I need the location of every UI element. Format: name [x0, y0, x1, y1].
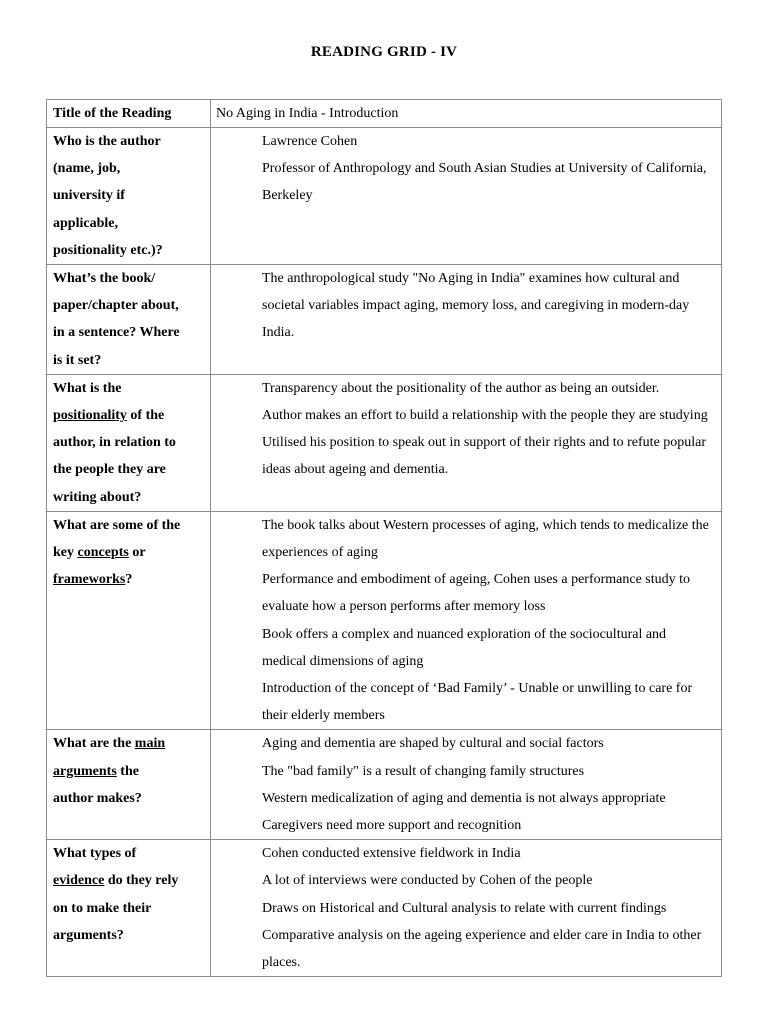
underlined-term: main	[134, 736, 166, 752]
row-label-author	[47, 128, 211, 265]
label-line: What types of	[53, 846, 137, 862]
about-answer	[211, 265, 722, 375]
label-text: ?	[125, 572, 133, 588]
table-row-arguments	[47, 730, 722, 840]
list-item: The book talks about Western processes of aging, which tends to medicalize the experiences of aging	[262, 517, 709, 561]
label-line: positionality etc.)?	[53, 242, 163, 258]
label-text: the	[116, 763, 139, 779]
list-item: Lawrence Cohen	[262, 134, 358, 149]
list-item: Comparative analysis on the ageing experience and elder care in India to other places.	[262, 927, 702, 971]
label-line	[53, 566, 206, 593]
row-label-arguments	[47, 730, 211, 840]
label-text: key	[53, 545, 78, 561]
table-row-author	[47, 128, 722, 265]
list-item: Transparency about the positionality of the author as being an outsider.	[262, 380, 660, 396]
evidence-answer	[211, 840, 722, 977]
underlined-term: frameworks	[53, 572, 126, 588]
underlined-term: arguments	[53, 763, 117, 779]
label-line: applicable,	[53, 215, 118, 231]
table-row-concepts	[47, 511, 722, 730]
list-item: Performance and embodiment of ageing, Cohen uses a performance study to evaluate how a person performs after memory loss	[262, 572, 691, 615]
list-item: Book offers a complex and nuanced exploration of the sociocultural and medical dimensions of aging	[262, 626, 667, 669]
label-line: author makes?	[53, 790, 142, 806]
list-item: The "bad family" is a result of changing family structures	[262, 763, 585, 779]
label-line	[53, 758, 206, 785]
label-line: Who is the author	[53, 134, 161, 149]
label-line: on to make their	[53, 900, 152, 916]
list-item: Caregivers need more support and recognition	[262, 818, 522, 834]
table-row-evidence	[47, 840, 722, 977]
row-label-title: Title of the Reading	[47, 100, 211, 128]
label-line: writing about?	[53, 489, 142, 505]
list-item: Aging and dementia are shaped by cultural and social factors	[262, 736, 604, 752]
reading-title-value: No Aging in India - Introduction	[211, 100, 722, 128]
list-item: Professor of Anthropology and South Asian Studies at University of California, Berkeley	[262, 161, 707, 204]
list-item: Author makes an effort to build a relationship with the people they are studying	[262, 408, 708, 424]
row-label-about	[47, 265, 211, 375]
list-item: A lot of interviews were conducted by Cohen of the people	[262, 873, 593, 889]
underlined-term: positionality	[53, 408, 127, 424]
label-line: arguments?	[53, 927, 124, 943]
label-text: What are the	[53, 736, 135, 752]
list-item: Introduction of the concept of ‘Bad Family’ - Unable or unwilling to care for their elderly members	[262, 681, 693, 724]
arguments-answer	[211, 730, 722, 840]
label-line: What is the	[53, 380, 122, 396]
list-item: Utilised his position to speak out in support of their rights and to refute popular ideas about ageing and dementia.	[262, 435, 707, 478]
label-line	[53, 539, 206, 566]
label-line	[53, 730, 206, 757]
label-line: is it set?	[53, 352, 102, 368]
label-line: paper/chapter about,	[53, 298, 179, 314]
label-line: (name, job,	[53, 161, 121, 177]
label-text: do they rely	[104, 873, 179, 889]
row-label-concepts	[47, 511, 211, 730]
row-label-positionality	[47, 374, 211, 511]
list-item: The anthropological study "No Aging in India" examines how cultural and societal variables impact aging, memory loss, and caregiving in modern-day India.	[262, 271, 690, 341]
label-line: author, in relation to	[53, 435, 176, 451]
author-answer	[211, 128, 722, 265]
underlined-term: concepts	[77, 545, 129, 561]
underlined-term: evidence	[53, 873, 105, 889]
label-line: What’s the book/	[53, 271, 156, 287]
concepts-answer	[211, 511, 722, 730]
list-item: Cohen conducted extensive fieldwork in India	[262, 846, 521, 862]
label-line: university if	[53, 188, 125, 204]
label-line	[53, 867, 206, 894]
table-row-positionality	[47, 374, 722, 511]
label-line: What are some of the	[53, 517, 181, 533]
label-line	[53, 402, 206, 429]
list-item: Western medicalization of aging and dementia is not always appropriate	[262, 790, 666, 806]
document-title: READING GRID - IV	[310, 44, 458, 60]
table-row-about	[47, 265, 722, 375]
label-line: the people they are	[53, 462, 166, 478]
positionality-answer	[211, 374, 722, 511]
table-row-title	[47, 100, 722, 128]
label-text: of the	[126, 408, 165, 424]
label-line: in a sentence? Where	[53, 325, 180, 341]
reading-grid-table	[46, 99, 722, 977]
label-text: or	[128, 545, 146, 561]
list-item: Draws on Historical and Cultural analysis to relate with current findings	[262, 900, 667, 916]
row-label-evidence	[47, 840, 211, 977]
